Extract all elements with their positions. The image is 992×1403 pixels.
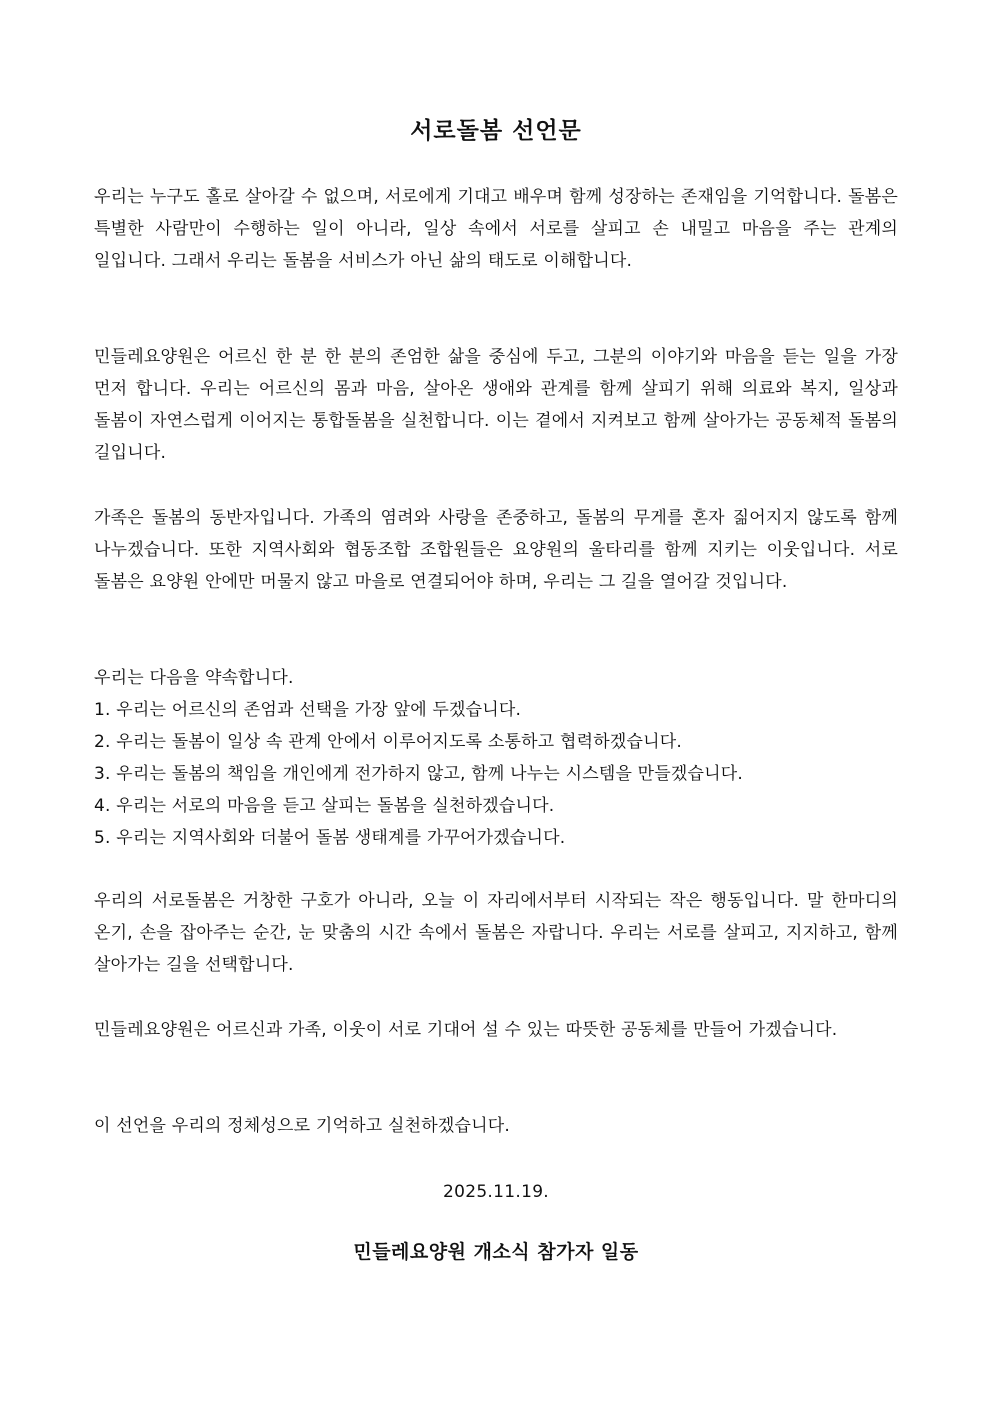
document-date: 2025.11.19. bbox=[442, 1182, 550, 1202]
promise-item: 3. 우리는 돌봄의 책임을 개인에게 전가하지 않고, 함께 나누는 시스템을 만들겠습니다. bbox=[94, 764, 744, 784]
paragraph-intro: 우리는 누구도 홀로 살아갈 수 없으며, 서로에게 기대고 배우며 함께 성장하는 존재임을 기억합니다. 돌봄은 특별한 사람만이 수행하는 일이 아니라, 일상 속에서 서로를 살피고 손 내밀고 마음을 주는 관계의 일입니다. 그래서 우리는 돌봄을 서비스가 아닌 삶의 태도로 이해합니다. bbox=[94, 187, 898, 271]
paragraph-integrated-care: 민들레요양원은 어르신 한 분 한 분의 존엄한 삶을 중심에 두고, 그분의 이야기와 마음을 듣는 일을 가장 먼저 합니다. 우리는 어르신의 몸과 마음, 살아온 생애와 관계를 함께 살피기 위해 의료와 복지, 일상과 돌봄이 자연스럽게 이어지는 통합돌봄을 실천합니다. 이는 곁에서 지켜보고 함께 살아가는 공동체적 돌봄의 길입니다. bbox=[94, 347, 898, 463]
paragraph-family-community: 가족은 돌봄의 동반자입니다. 가족의 염려와 사랑을 존중하고, 돌봄의 무게를 혼자 짊어지지 않도록 함께 나누겠습니다. 또한 지역사회와 협동조합 조합원들은 요양원의 울타리를 함께 지키는 이웃입니다. 서로 돌봄은 요양원 안에만 머물지 않고 마을로 연결되어야 하며, 우리는 그 길을 열어갈 것입니다. bbox=[94, 508, 898, 592]
promise-item: 5. 우리는 지역사회와 더불어 돌봄 생태계를 가꾸어가겠습니다. bbox=[94, 828, 566, 848]
document-title: 서로돌봄 선언문 bbox=[410, 117, 582, 144]
promise-list bbox=[94, 694, 898, 854]
promise-heading: 우리는 다음을 약속합니다. bbox=[94, 668, 294, 688]
promise-item: 2. 우리는 돌봄이 일상 속 관계 안에서 이루어지도록 소통하고 협력하겠습니다. bbox=[94, 732, 682, 752]
promise-item: 1. 우리는 어르신의 존엄과 선택을 가장 앞에 두겠습니다. bbox=[94, 700, 522, 720]
paragraph-closing: 이 선언을 우리의 정체성으로 기억하고 실천하겠습니다. bbox=[94, 1116, 510, 1136]
paragraph-small-actions: 우리의 서로돌봄은 거창한 구호가 아니라, 오늘 이 자리에서부터 시작되는 작은 행동입니다. 말 한마디의 온기, 손을 잡아주는 순간, 눈 맞춤의 시간 속에서 돌봄은 자랍니다. 우리는 서로를 살피고, 지지하고, 함께 살아가는 길을 선택합니다. bbox=[94, 891, 898, 975]
promise-item: 4. 우리는 서로의 마음을 듣고 살피는 돌봄을 실천하겠습니다. bbox=[94, 796, 555, 816]
document-signature: 민들레요양원 개소식 참가자 일동 bbox=[353, 1241, 639, 1263]
paragraph-warm-community: 민들레요양원은 어르신과 가족, 이웃이 서로 기대어 설 수 있는 따뜻한 공동체를 만들어 가겠습니다. bbox=[94, 1020, 838, 1040]
